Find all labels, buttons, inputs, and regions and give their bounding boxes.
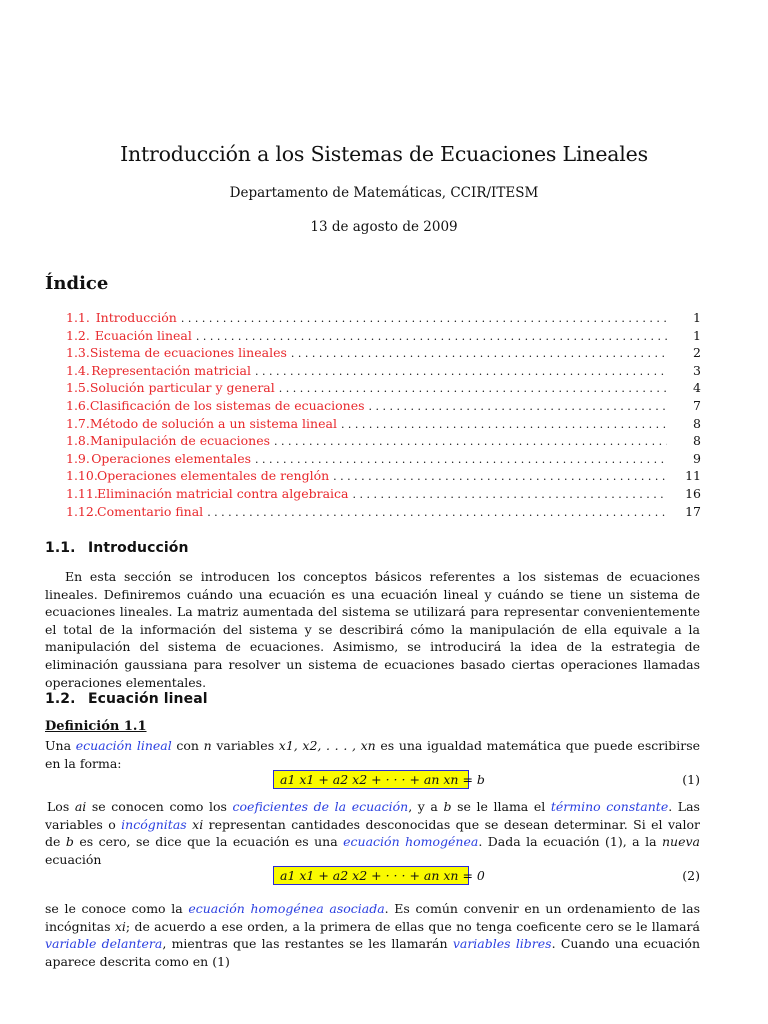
term-ecuacion-lineal: ecuación lineal [75, 738, 172, 753]
toc-heading: Índice [45, 273, 109, 294]
toc-entry-number: 1.7. [66, 415, 90, 431]
toc-leader-dots [369, 398, 667, 416]
section-heading-introduccion [45, 538, 189, 558]
toc-entry-page: 1 [693, 310, 701, 325]
section-number: 1.2. [45, 691, 76, 707]
coefficients-paragraph [45, 798, 700, 868]
toc-entry[interactable] [66, 327, 701, 345]
toc-entry-text[interactable]: Clasificación de los sistemas de ecuaciones [89, 397, 365, 413]
text-run: se le llama el [451, 799, 551, 814]
text-run: con [171, 738, 204, 753]
math-vars: x1, x2, . . . , xn [278, 738, 376, 753]
homogeneous-paragraph [45, 900, 700, 970]
text-run: se conocen como los [86, 799, 233, 814]
toc-entry-page: 16 [685, 485, 701, 501]
toc-entry[interactable] [66, 485, 701, 503]
math-var: b [443, 799, 452, 814]
toc-entry-text[interactable]: Método de solución a un sistema lineal [89, 415, 337, 431]
text-run: . Es común convenir en un ordenamiento de las incógnitas [45, 901, 701, 934]
toc-leader-dots [255, 451, 667, 469]
toc-leader-dots [255, 363, 667, 381]
toc-entry-text[interactable]: Representación matricial [91, 362, 252, 378]
toc-entry-text[interactable]: Manipulación de ecuaciones [90, 433, 271, 449]
math-var: ai [74, 799, 87, 814]
toc-entry-page: 4 [693, 380, 701, 396]
toc-entry[interactable] [66, 397, 701, 415]
toc-entry-number: 1.6. [66, 397, 90, 413]
toc-entry-number: 1.10. [66, 468, 98, 484]
toc-entry-page: 17 [685, 503, 701, 519]
text-run: ; de acuerdo a ese orden, a la primera de ellas que no tenga coeficente cero se le llamará [125, 918, 700, 934]
toc-entry[interactable] [66, 344, 701, 362]
toc-entry-text[interactable]: Eliminación matricial contra algebraica [97, 485, 349, 501]
toc-entry-number: 1.3. [66, 345, 90, 361]
term-ecuacion-homogenea: ecuación homogénea [343, 834, 479, 850]
text-run: es cero, se dice que la ecuación es una [73, 834, 344, 850]
toc-entry-text[interactable]: Solución particular y general [89, 380, 275, 396]
equation-2-number: (2) [682, 868, 700, 883]
text-run: es una igualdad matemática que puede escribirse en la forma: [45, 738, 701, 771]
toc-entry-page: 11 [685, 468, 701, 484]
toc-entry-number: 1.12. [66, 503, 98, 519]
emphasis: nueva [661, 834, 700, 850]
text-run: , y a [408, 799, 444, 814]
math-var: n [203, 738, 212, 753]
section-title: Introducción [88, 540, 189, 556]
table-of-contents [66, 309, 701, 520]
toc-leader-dots [279, 380, 667, 398]
term-variables-libres: variables libres [452, 936, 552, 952]
math-var: b [65, 834, 74, 850]
toc-entry-number: 1.2. [66, 327, 90, 343]
term-coeficientes: coeficientes de la ecuación [232, 799, 409, 814]
math-var: xi [114, 918, 126, 934]
toc-entry-text[interactable]: Comentario final [97, 503, 204, 519]
toc-entry[interactable] [66, 362, 701, 380]
toc-entry-page: 2 [693, 345, 701, 361]
toc-entry-text[interactable]: Sistema de ecuaciones lineales [89, 345, 287, 361]
definition-text [45, 737, 700, 772]
math-var: xi [192, 816, 204, 832]
toc-leader-dots [341, 416, 667, 434]
section-number: 1.1. [45, 540, 76, 556]
toc-leader-dots [207, 504, 667, 522]
toc-entry-number: 1.5. [66, 380, 90, 396]
term-termino-constante: término constante [550, 799, 669, 814]
toc-entry[interactable] [66, 432, 701, 450]
toc-entry-text[interactable]: Operaciones elementales [91, 450, 252, 466]
toc-entry-text[interactable]: Introducción [95, 310, 177, 325]
toc-entry[interactable] [66, 309, 701, 327]
toc-leader-dots [333, 468, 667, 486]
toc-entry-text[interactable]: Ecuación lineal [94, 327, 192, 343]
term-homogenea-asociada: ecuación homogénea asociada [188, 901, 385, 916]
text-run: representan cantidades desconocidas que se desean determinar. Si el valor de [45, 816, 700, 850]
toc-entry-text[interactable]: Operaciones elementales de renglón [97, 468, 330, 484]
intro-paragraph: En esta sección se introducen los conceptos básicos referentes a los sistemas de ecuaciones lineales. Definiremos cuándo una ecuación es una ecuación lineal y cuándo se tiene un sistema de ecuaciones lineales. La matriz aumentada del sistema se utilizará para representar convenientemente el total de la información del sistema y se describirá cómo la manipulación de ella equivale a la manipulación del sistema de ecuaciones. Asimismo, se introducirá la idea de la estrategia de eliminación gaussiana para resolver un sistema de ecuaciones basado ciertas operaciones llamadas operaciones elementales. [45, 569, 700, 690]
toc-leader-dots [352, 486, 667, 504]
toc-entry[interactable] [66, 415, 701, 433]
text-run: . Cuando una ecuación aparece descrita como en (1) [45, 936, 701, 969]
text-run: . Las variables o [45, 799, 700, 832]
toc-entry-number: 1.1. [66, 310, 90, 325]
toc-leader-dots [181, 310, 667, 328]
text-run: variables [211, 738, 279, 753]
toc-entry-page: 8 [693, 415, 701, 431]
document-date: 13 de agosto de 2009 [310, 219, 458, 235]
toc-entry[interactable] [66, 503, 701, 521]
toc-entry[interactable] [66, 450, 701, 468]
toc-entry-page: 9 [693, 450, 701, 466]
equation-1-number: (1) [682, 772, 700, 787]
toc-entry-number: 1.4. [66, 362, 90, 378]
document-title: Introducción a los Sistemas de Ecuaciones Lineales [120, 142, 648, 166]
toc-leader-dots [274, 433, 667, 451]
toc-entry[interactable] [66, 467, 701, 485]
text-run: Una [45, 738, 76, 753]
toc-entry-page: 1 [693, 327, 701, 343]
toc-entry-page: 3 [693, 362, 701, 378]
toc-entry-number: 1.9. [66, 450, 90, 466]
text-run: ecuación [45, 851, 102, 867]
text-run: , mientras que las restantes se les llamarán [162, 936, 453, 952]
section-heading-ecuacion-lineal [45, 689, 208, 709]
equation-2-box: a1 x1 + a2 x2 + · · · + an xn = 0 [273, 866, 469, 885]
document-author: Departamento de Matemáticas, CCIR/ITESM [229, 185, 539, 201]
equation-1-box: a1 x1 + a2 x2 + · · · + an xn = b [273, 770, 469, 789]
toc-entry-number: 1.11. [66, 485, 98, 501]
text-run: Los [47, 799, 75, 814]
toc-leader-dots [196, 328, 667, 346]
toc-entry-number: 1.8. [66, 433, 90, 449]
term-variable-delantera: variable delantera [45, 936, 163, 952]
toc-entry[interactable] [66, 379, 701, 397]
definition-title: Definición 1.1 [45, 719, 147, 734]
text-run: se le conoce como la [45, 901, 189, 916]
term-incognitas: incógnitas [121, 816, 187, 832]
toc-entry-page: 8 [693, 433, 701, 449]
section-title: Ecuación lineal [88, 691, 208, 707]
text-run: . Dada la ecuación (1), a la [478, 834, 662, 850]
toc-leader-dots [291, 345, 667, 363]
toc-entry-page: 7 [693, 397, 701, 413]
